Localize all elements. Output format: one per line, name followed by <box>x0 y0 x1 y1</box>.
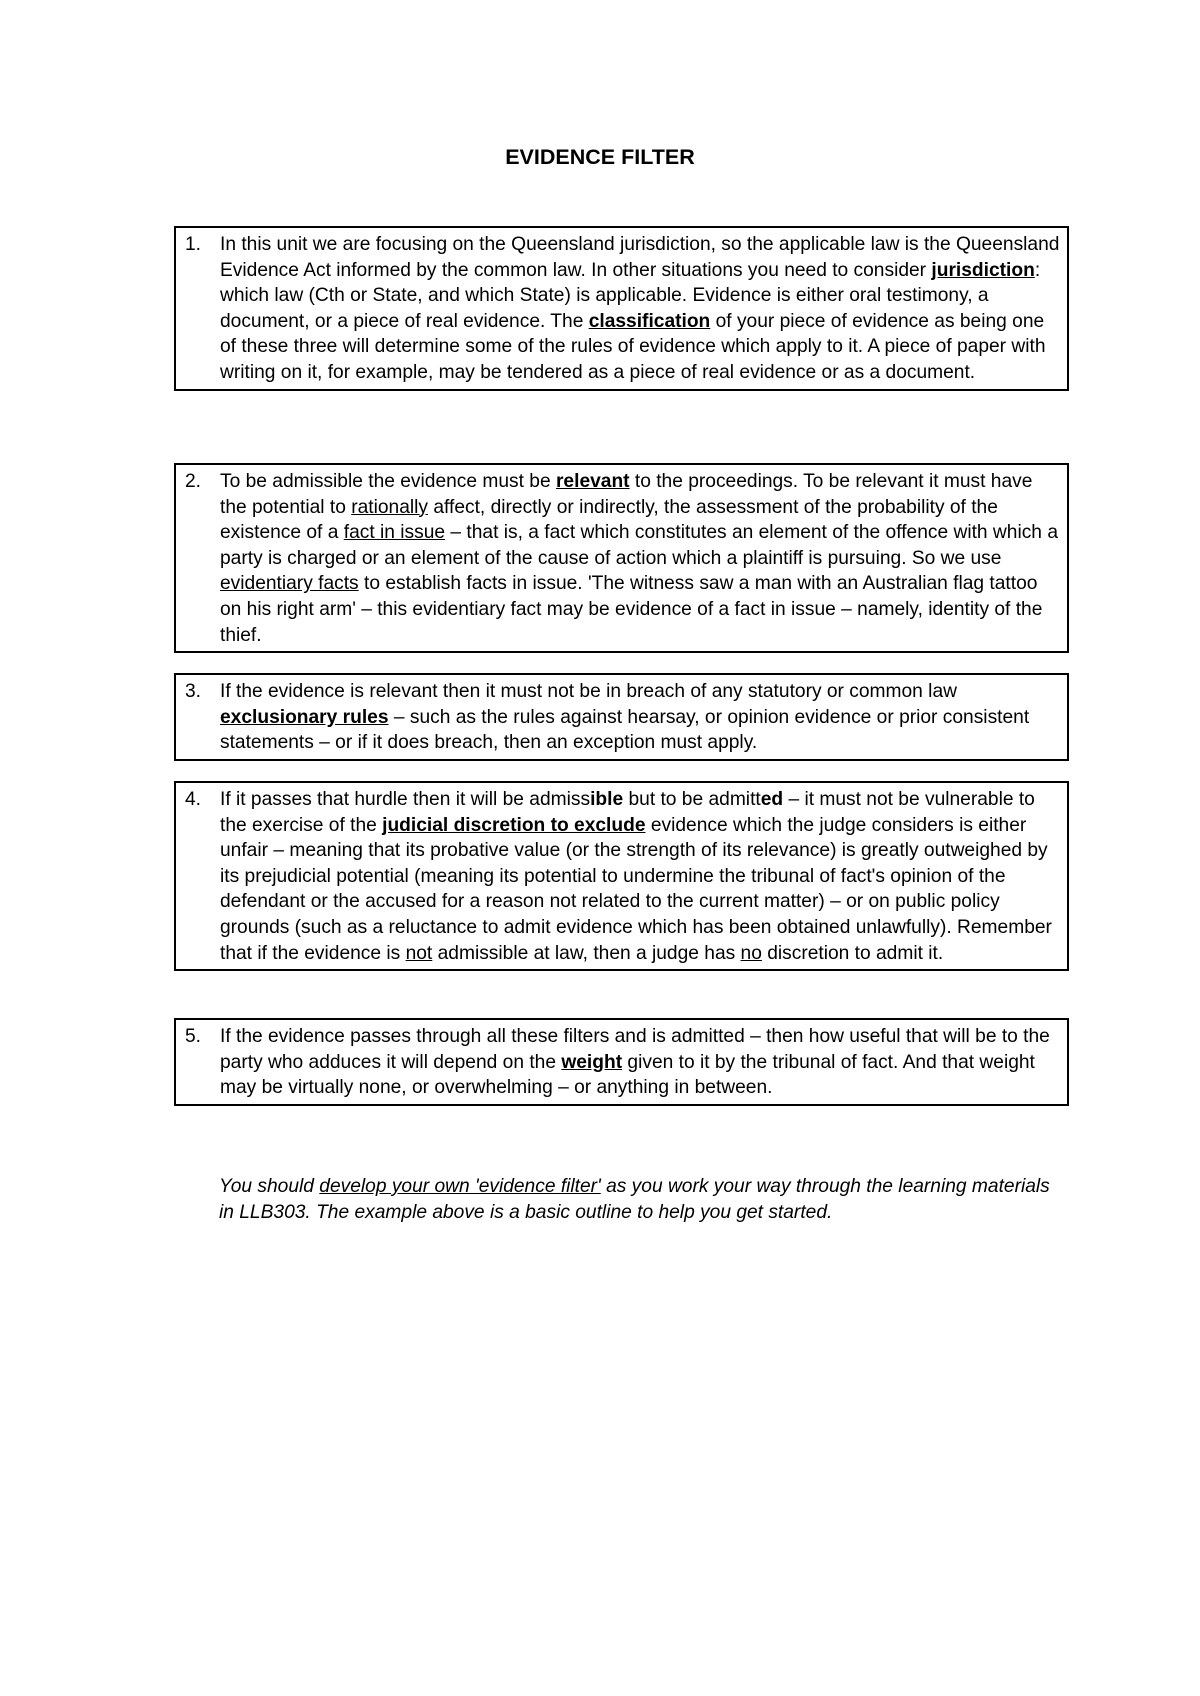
text-run: affect, directly or indirectly, the assessment of the probability of the existence of a <box>220 496 998 544</box>
emphasized-term: evidentiary facts <box>220 573 359 595</box>
step-text <box>220 469 1063 648</box>
step-text <box>220 1024 1063 1101</box>
text-run: as you work your way through the learning materials in LLB303. The example above is a basic outline to help you get started. <box>219 1176 1050 1223</box>
text-run: admissible at law, then a judge has <box>432 942 741 964</box>
emphasized-term: ed <box>760 789 784 810</box>
step-text <box>220 787 1063 966</box>
emphasized-term: develop your own 'evidence filter' <box>319 1176 601 1197</box>
text-run: but to be admitt <box>623 789 761 810</box>
text-run: : which law (Cth or State, and which State) is applicable. Evidence is either oral testimony, a document, or a piece of real evidence. The <box>220 259 1041 332</box>
emphasized-term: judicial discretion to exclude <box>382 814 646 836</box>
emphasized-term: relevant <box>555 471 630 492</box>
filter-step-1-box <box>174 226 1069 391</box>
text-run: – such as the rules against hearsay, or opinion evidence or prior consistent statements – or if it does breach, then an exception must apply. <box>220 706 1030 754</box>
step-number: 3. <box>185 681 202 702</box>
text-run: discretion to admit it. <box>761 942 944 964</box>
text-run: You should <box>219 1176 320 1197</box>
emphasized-term: ible <box>590 789 624 810</box>
emphasized-term: exclusionary rules <box>220 706 389 728</box>
emphasized-term: jurisdiction <box>931 259 1035 281</box>
text-run: In this unit we are focusing on the Queensland jurisdiction, so the applicable law is the Queensland Evidence Act informed by the common law. In other situations you need to consider <box>220 234 1060 281</box>
emphasized-term: no <box>740 942 762 964</box>
text-run: – that is, a fact which constitutes an element of the offence with which a party is charged or an element of the cause of action which a plaintiff is pursuing. So we use <box>220 522 1058 569</box>
step-number: 1. <box>185 234 202 255</box>
emphasized-term: weight <box>561 1051 623 1073</box>
filter-step-4-box <box>174 781 1069 971</box>
note-text <box>219 1174 1069 1225</box>
step-number: 5. <box>185 1026 202 1047</box>
text-run: If it passes that hurdle then it will be admiss <box>220 789 591 810</box>
emphasized-term: classification <box>588 310 711 332</box>
step-text <box>220 679 1063 756</box>
text-run: To be admissible the evidence must be <box>220 471 556 492</box>
text-run: given to it by the tribunal of fact. And that weight may be virtually none, or overwhelming – or anything in between. <box>220 1051 1035 1099</box>
text-run: – it must not be vulnerable to the exercise of the <box>220 789 1035 836</box>
page-title: EVIDENCE FILTER <box>505 145 695 169</box>
text-run: evidence which the judge considers is either unfair – meaning that its probative value (or the strength of its relevance) is greatly outweighed by its prejudicial potential (meaning its potential to undermine the tribunal of fact's opinion of the defendant or the accused for a reason not related to the current matter) – or on public policy grounds (such as a reluctance to admit evidence which has been obtained unlawfully). Remember that if the evidence is <box>220 814 1052 964</box>
emphasized-term: rationally <box>351 496 429 518</box>
text-run: If the evidence passes through all these filters and is admitted – then how useful that will be to the party who adduces it will depend on the <box>220 1026 1050 1073</box>
step-text <box>220 232 1063 386</box>
emphasized-term: fact in issue <box>343 522 446 544</box>
step-number: 2. <box>185 471 202 492</box>
text-run: of your piece of evidence as being one of these three will determine some of the rules of evidence which apply to it. A piece of paper with writing on it, for example, may be tendered as a piece of real evidence or as a document. <box>220 310 1046 383</box>
closing-note <box>219 1174 1069 1225</box>
step-number: 4. <box>185 789 202 810</box>
text-run: to the proceedings. To be relevant it must have the potential to <box>220 471 1033 518</box>
text-run: to establish facts in issue. 'The witness saw a man with an Australian flag tattoo on his right arm' – this evidentiary fact may be evidence of a fact in issue – namely, identity of the thief. <box>220 573 1043 646</box>
text-run: If the evidence is relevant then it must not be in breach of any statutory or common law <box>220 681 957 702</box>
filter-step-3-box <box>174 673 1069 761</box>
filter-step-2-box <box>174 463 1069 653</box>
filter-step-5-box <box>174 1018 1069 1106</box>
emphasized-term: not <box>405 942 433 964</box>
